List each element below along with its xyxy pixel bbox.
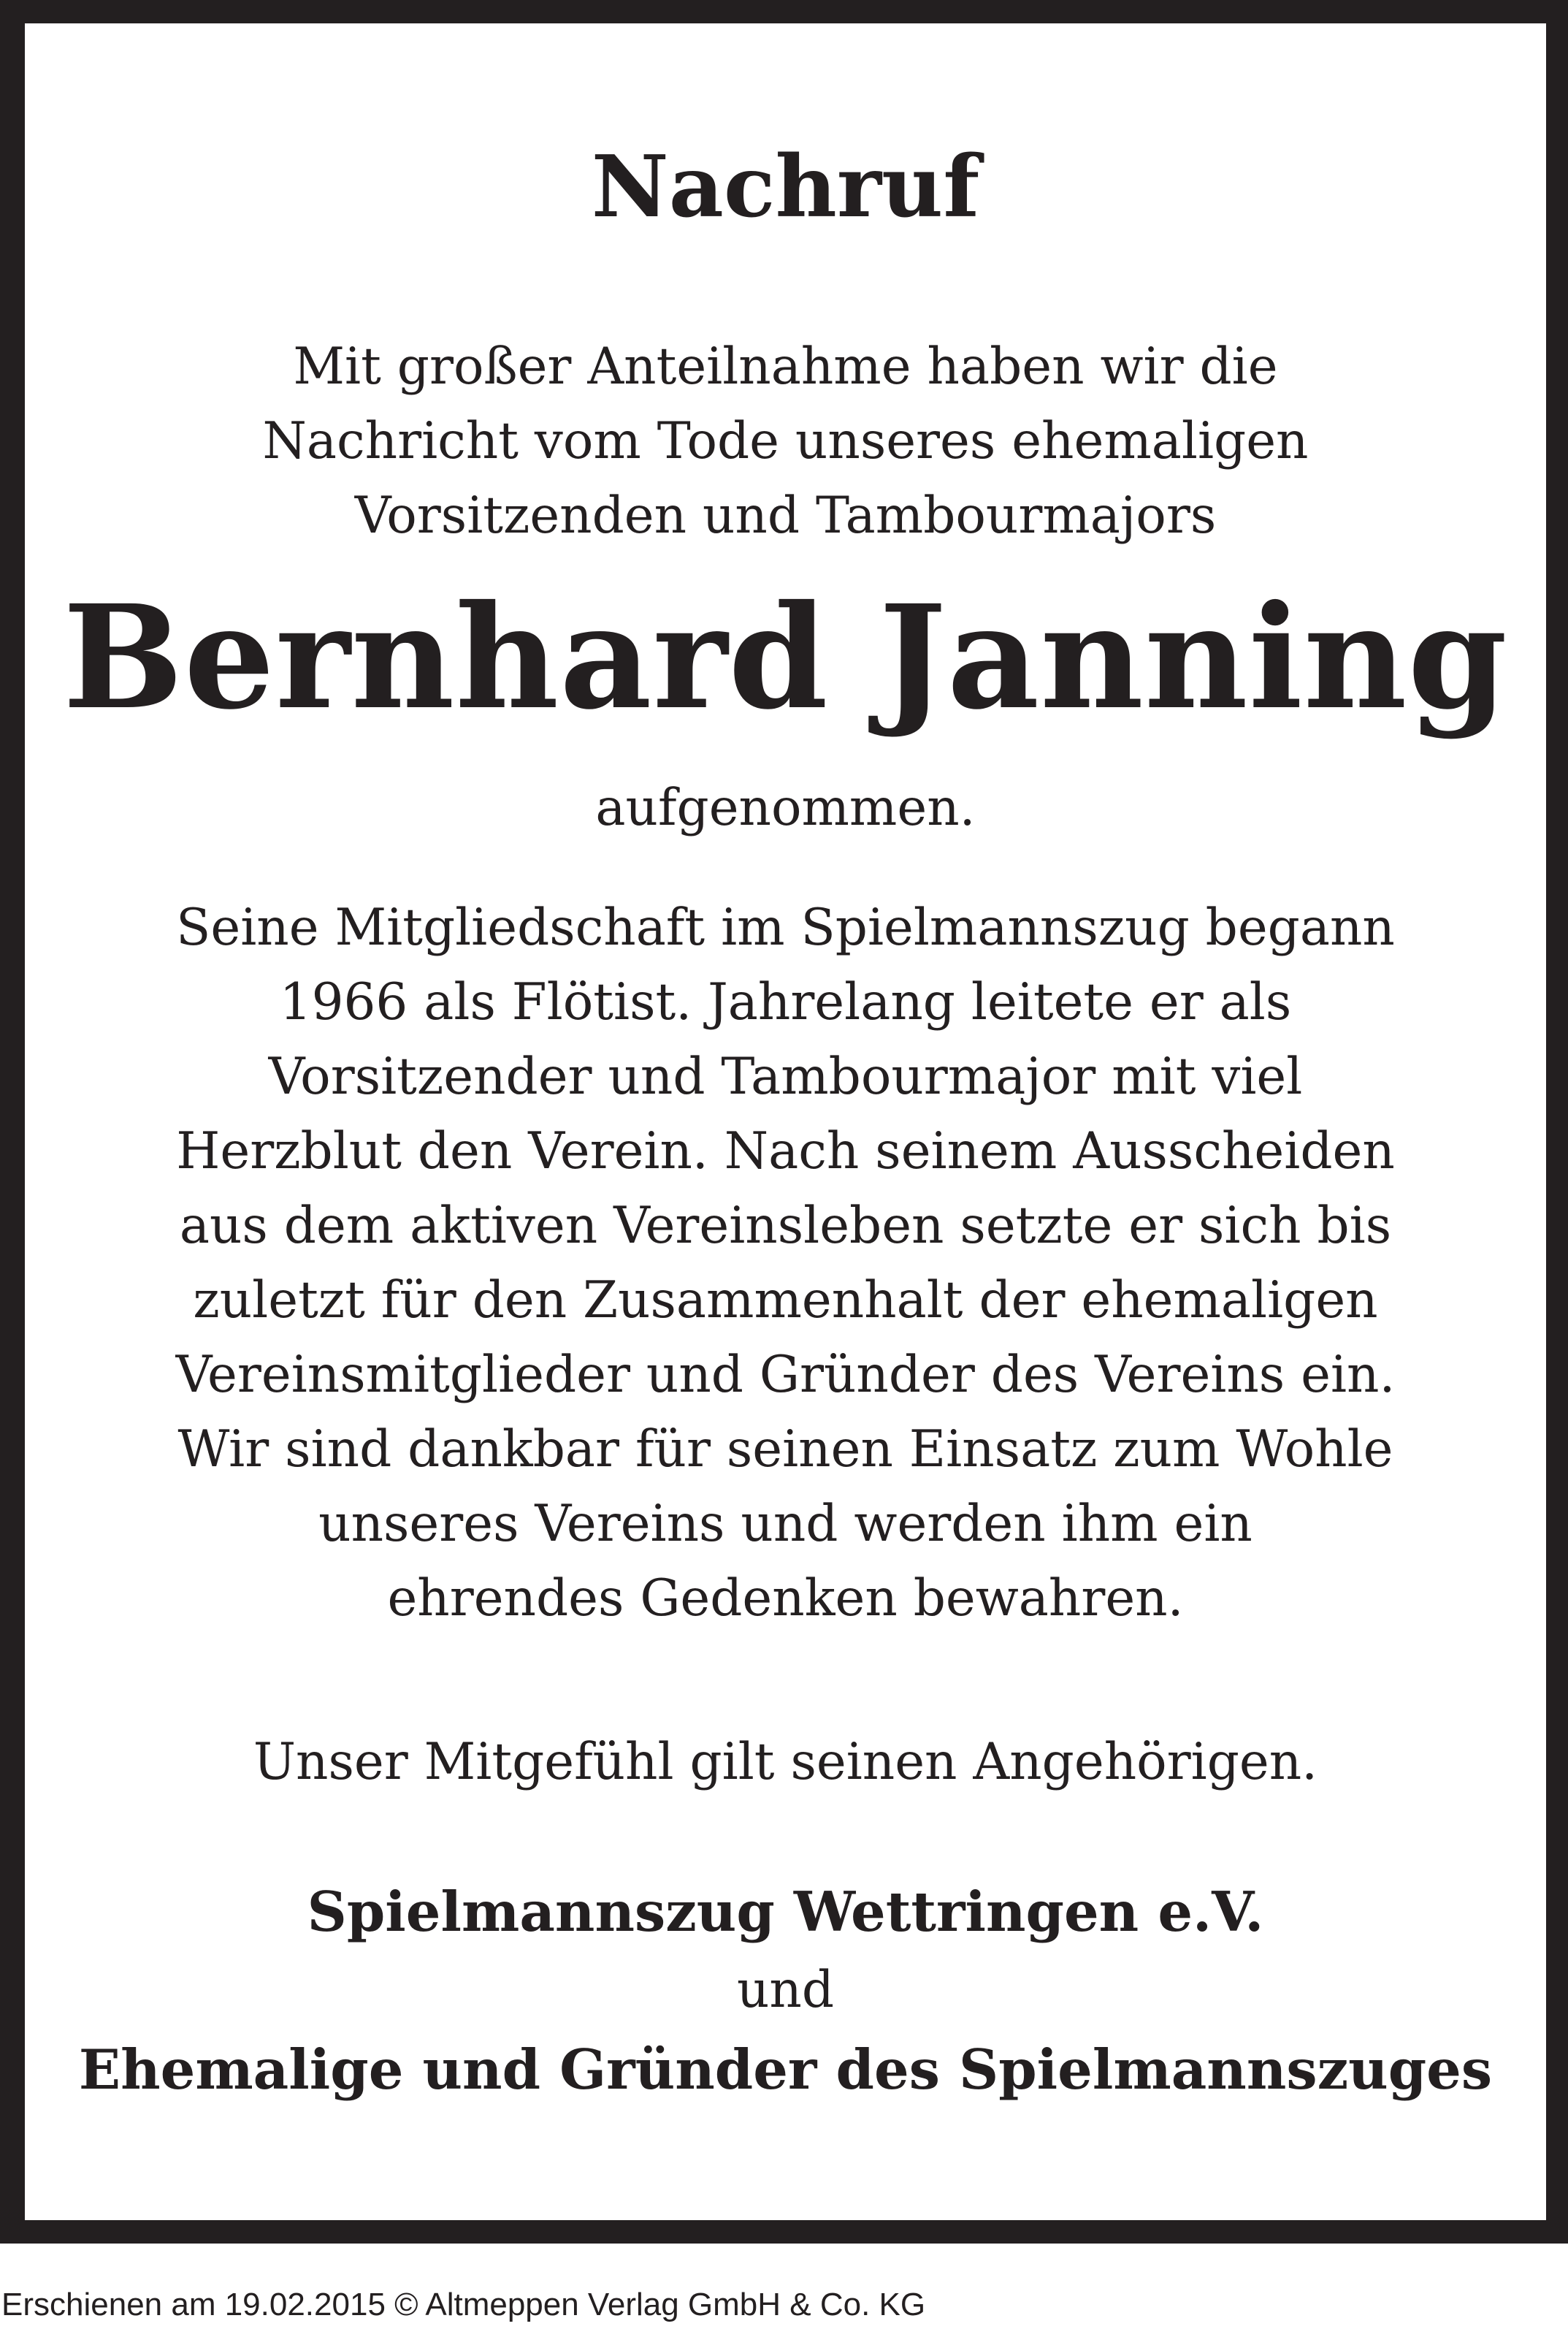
body-line: Vereinsmitglieder und Gründer des Vereins ein. [175,1346,1396,1404]
body-line: Seine Mitgliedschaft im Spielmannszug begann [176,899,1395,957]
intro-end: aufgenommen. [595,779,976,837]
body-line: ehrendes Gedenken bewahren. [387,1569,1184,1628]
intro-line: Nachricht vom Tode unseres ehemaligen [262,412,1309,470]
body-line: Vorsitzender und Tambourmajor mit viel [268,1048,1303,1106]
signatory-first: Spielmannszug Wettringen e.V. [307,1880,1264,1944]
signatory-second: Ehemalige und Gründer des Spielmannszuges [78,2038,1493,2102]
signatory-conjunction: und [736,1961,835,2019]
body-line: 1966 als Flötist. Jahrelang leitete er als [279,973,1292,1032]
deceased-name: Bernhard Janning [63,573,1508,741]
body-line: zuletzt für den Zusammenhalt der ehemaligen [193,1271,1378,1330]
condolence-line: Unser Mitgefühl gilt seinen Angehörigen. [253,1733,1318,1791]
obituary-heading: Nachruf [591,137,980,237]
publication-footer: Erschienen am 19.02.2015 © Altmeppen Verlag GmbH & Co. KG [1,2287,926,2322]
body-line: aus dem aktiven Vereinsleben setzte er sich bis [179,1197,1392,1255]
intro-line: Vorsitzenden und Tambourmajors [354,487,1217,545]
intro-line: Mit großer Anteilnahme haben wir die [293,338,1278,396]
body-line: Wir sind dankbar für seinen Einsatz zum Wohle [177,1420,1393,1479]
body-line: Herzblut den Verein. Nach seinem Ausscheiden [176,1122,1395,1181]
body-line: unseres Vereins und werden ihm ein [318,1495,1253,1553]
